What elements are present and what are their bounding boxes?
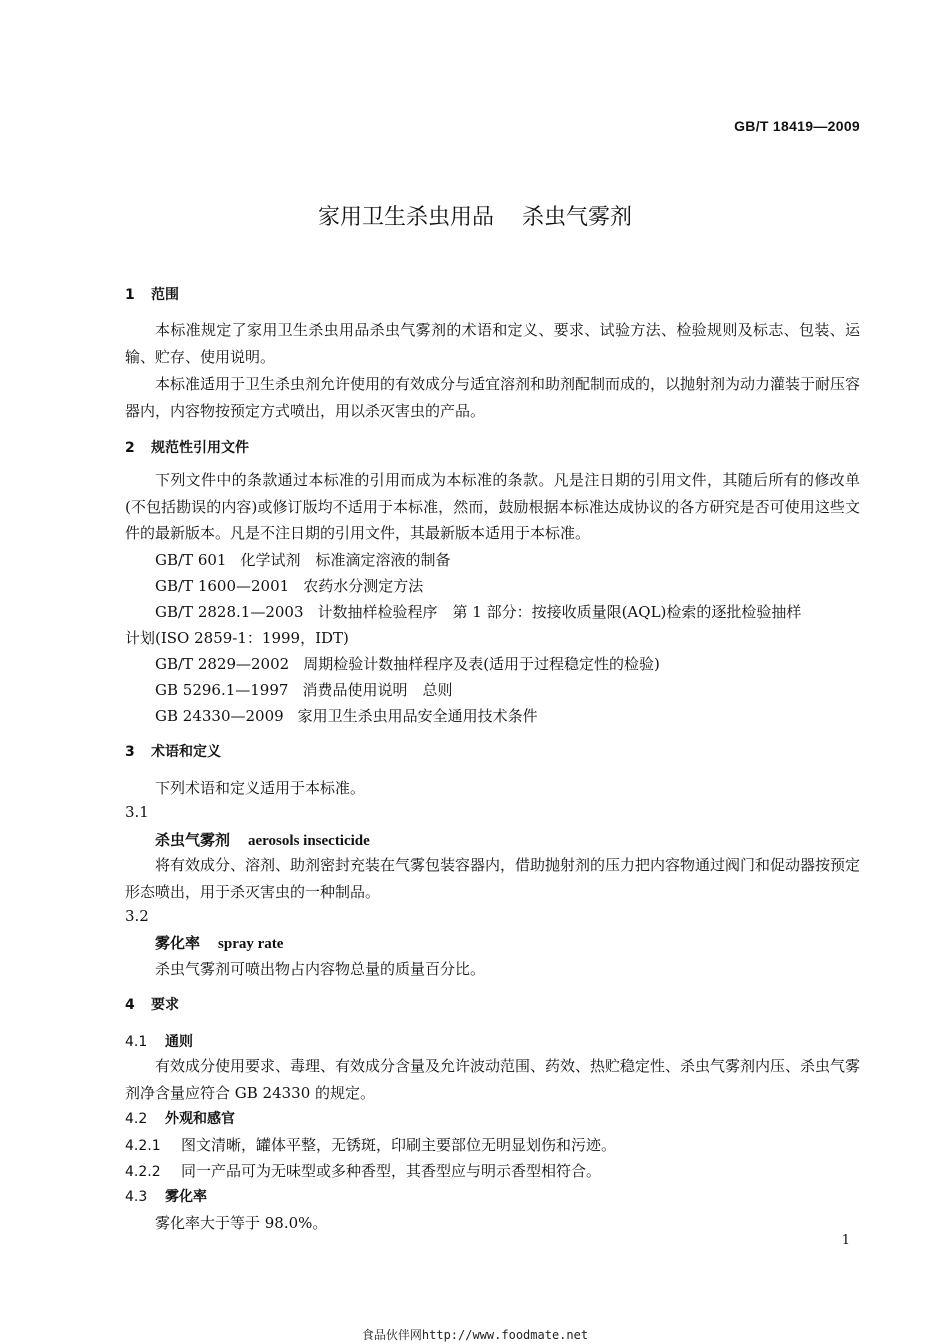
section-title: 要求 (151, 997, 179, 1013)
section-title: 范围 (151, 287, 179, 303)
term-definition: 杀虫气雾剂可喷出物占内容物总量的质量百分比。 (155, 960, 486, 978)
section-2-paragraph: 下列文件中的条款通过本标准的引用而成为本标准的条款。凡是注日期的引用文件，其随后所有的修改单(不包括勘误的内容)或修订版均不适用于本标准，然而，鼓励根据本标准达成协议的各方研究是否可使用这些文件的最新版本。凡是不注日期的引用文件，其最新版本适用于本标准。 (125, 471, 860, 542)
section-3-heading (125, 741, 221, 761)
section-number: 1 (125, 287, 135, 303)
subsection-number: 4.1 (125, 1034, 148, 1050)
section-1-paragraph-2: 本标准适用于卫生杀虫剂允许使用的有效成分与适宜溶剂和助剂配制而成的，以抛射剂为动力灌装于耐压容器内，内容物按预定方式喷出，用以杀灭害虫的产品。 (125, 375, 861, 420)
reference-item-continuation: 计划(ISO 2859-1：1999，IDT) (125, 629, 349, 647)
term-number: 3.1 (125, 803, 149, 821)
subsection-title: 外观和感官 (165, 1111, 235, 1127)
reference-item (155, 653, 660, 674)
term-definition: 将有效成分、溶剂、助剂密封充装在气雾包装容器内，借助抛射剂的压力把内容物通过阀门和促动器按预定形态喷出，用于杀灭害虫的一种制品。 (125, 856, 861, 901)
clause-4-2-2 (125, 1160, 601, 1181)
section-2-heading (125, 437, 249, 457)
reference-title: 农药水分测定方法 (303, 577, 424, 595)
section-number: 2 (125, 440, 135, 456)
reference-item (155, 705, 538, 726)
reference-code: GB/T 1600—2001 (155, 577, 290, 595)
subsection-4-2-heading (125, 1108, 235, 1128)
clause-text: 图文清晰，罐体平整，无锈斑，印刷主要部位无明显划伤和污迹。 (181, 1136, 617, 1154)
section-number: 4 (125, 997, 135, 1013)
clause-4-2-1 (125, 1134, 616, 1155)
subsection-4-3-text: 雾化率大于等于 98.0%。 (155, 1214, 328, 1232)
term-en: aerosols insecticide (248, 833, 370, 849)
section-1-paragraph-1: 本标准规定了家用卫生杀虫用品杀虫气雾剂的术语和定义、要求、试验方法、检验规则及标志、包装、运输、贮存、使用说明。 (125, 321, 860, 366)
section-1-heading (125, 284, 179, 304)
clause-number: 4.2.1 (125, 1138, 161, 1154)
subsection-4-1-heading (125, 1031, 193, 1051)
reference-item (155, 575, 423, 596)
term-label (155, 932, 283, 953)
reference-code: GB 5296.1—1997 (155, 681, 289, 699)
reference-code: GB 24330—2009 (155, 707, 284, 725)
subsection-title: 通则 (165, 1034, 193, 1050)
section-title: 规范性引用文件 (151, 440, 249, 456)
subsection-title: 雾化率 (165, 1189, 207, 1205)
standard-code: GB/T 18419—2009 (734, 118, 860, 134)
section-4-heading (125, 994, 179, 1014)
reference-title: 周期检验计数抽样程序及表(适用于过程稳定性的检验) (303, 655, 660, 673)
reference-item (155, 679, 452, 700)
footer-watermark: 食品伙伴网http://www.foodmate.net (361, 1328, 589, 1342)
title-part-1: 家用卫生杀虫用品 (317, 205, 494, 230)
title-part-2: 杀虫气雾剂 (522, 205, 633, 230)
reference-title: 化学试剂 标准滴定溶液的制备 (240, 551, 451, 569)
term-zh: 雾化率 (155, 934, 201, 952)
clause-text: 同一产品可为无味型或多种香型，其香型应与明示香型相符合。 (181, 1162, 602, 1180)
clause-number: 4.2.2 (125, 1164, 161, 1180)
page-number: 1 (841, 1233, 850, 1248)
term-label (155, 829, 370, 850)
subsection-number: 4.3 (125, 1189, 148, 1205)
section-title: 术语和定义 (151, 744, 221, 760)
term-zh: 杀虫气雾剂 (155, 831, 231, 849)
reference-code: GB/T 601 (155, 551, 227, 569)
subsection-4-3-heading (125, 1186, 207, 1206)
section-number: 3 (125, 744, 135, 760)
term-en: spray rate (218, 936, 284, 952)
reference-item (155, 601, 801, 622)
reference-item (155, 549, 450, 570)
section-3-intro: 下列术语和定义适用于本标准。 (155, 779, 366, 797)
reference-code: GB/T 2829—2002 (155, 655, 290, 673)
document-title (0, 200, 950, 231)
term-number: 3.2 (125, 907, 149, 925)
reference-title: 家用卫生杀虫用品安全通用技术条件 (297, 707, 538, 725)
subsection-4-1-paragraph: 有效成分使用要求、毒理、有效成分含量及允许波动范围、药效、热贮稳定性、杀虫气雾剂内压、杀虫气雾剂净含量应符合 GB 24330 的规定。 (125, 1057, 861, 1102)
subsection-number: 4.2 (125, 1111, 148, 1127)
reference-code: GB/T 2828.1—2003 (155, 603, 304, 621)
reference-title: 消费品使用说明 总则 (302, 681, 453, 699)
reference-title: 计数抽样检验程序 第 1 部分：按接收质量限(AQL)检索的逐批检验抽样 (317, 603, 802, 621)
